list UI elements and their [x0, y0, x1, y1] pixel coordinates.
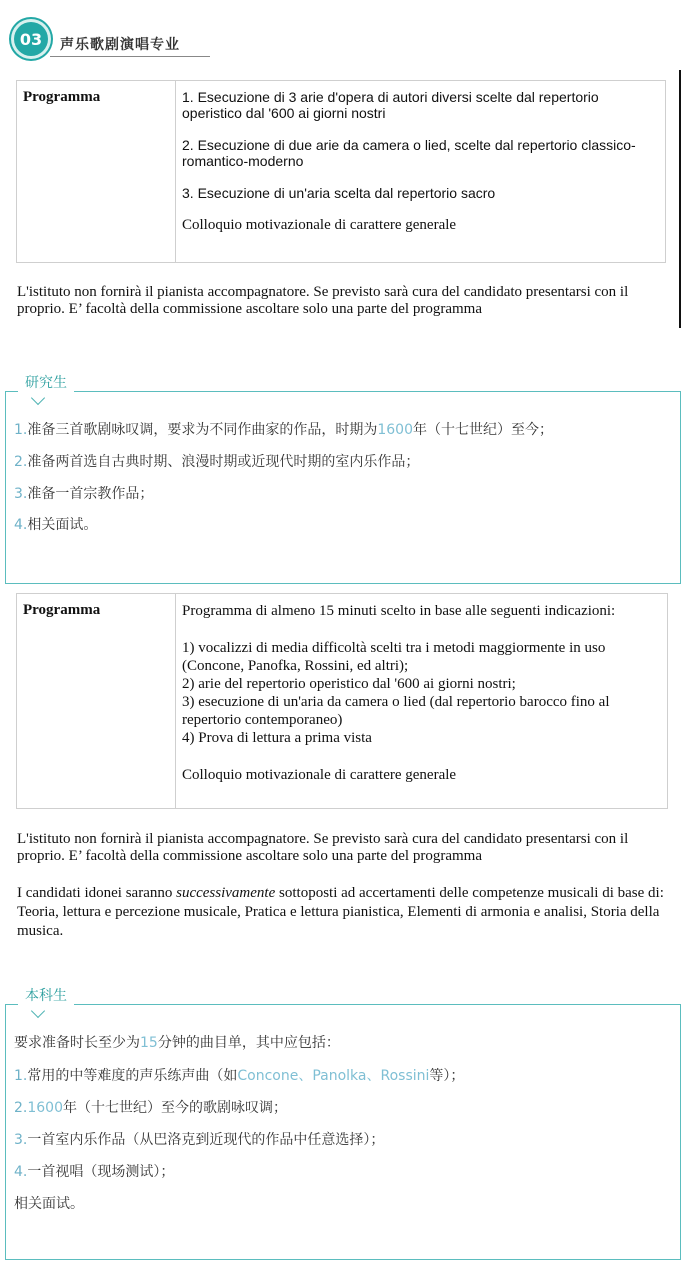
section-number-badge: 03	[14, 22, 48, 56]
master-item: 3.准备一首宗教作品；	[14, 486, 154, 502]
section-title: 声乐歌剧演唱专业	[60, 37, 180, 53]
bachelor-closing: 相关面试。	[14, 1196, 84, 1212]
program-item: 2. Esecuzione di due arie da camera o lied, scelte dal repertorio classico-romantico-moderno	[182, 137, 636, 169]
bachelor-intro: 要求准备时长至少为15分钟的曲目单，其中应包括：	[14, 1035, 340, 1051]
program-content	[176, 594, 668, 809]
program-label: Programma	[17, 594, 176, 809]
note-paragraph-1: L'istituto non fornirà il pianista accompagnatore. Se previsto sarà cura del candidato presentarsi con il proprio. E’ facoltà della commissione ascoltare solo una parte del programma	[17, 284, 629, 317]
bachelor-item: 4.一首视唱（现场测试）；	[14, 1164, 175, 1180]
program-item: 1) vocalizzi di media difficoltà scelti tra i metodi maggiormente in uso (Concone, Panofka, Rossini, ed altri);	[182, 640, 606, 674]
master-section-label: 研究生	[18, 372, 74, 392]
program-item: 4) Prova di lettura a prima vista	[182, 730, 372, 746]
program-item: 2) arie del repertorio operistico dal '600 ai giorni nostri;	[182, 676, 516, 692]
program-table-1	[16, 80, 666, 263]
master-item: 1.准备三首歌剧咏叹调，要求为不同作曲家的作品，时期为1600年（十七世纪）至今；	[14, 422, 553, 438]
program-item: 3. Esecuzione di un'aria scelta dal repertorio sacro	[182, 185, 496, 201]
program-intro: Programma di almeno 15 minuti scelto in base alle seguenti indicazioni:	[182, 603, 616, 619]
note-paragraph-2: L'istituto non fornirà il pianista accompagnatore. Se previsto sarà cura del candidato presentarsi con il proprio. E’ facoltà della commissione ascoltare solo una parte del programma	[17, 831, 629, 864]
bachelor-item: 1.常用的中等难度的声乐练声曲（如Concone、Panolka、Rossini等）；	[14, 1068, 465, 1084]
master-item: 4.相关面试。	[14, 517, 98, 533]
program-closing: Colloquio motivazionale di carattere generale	[182, 767, 457, 783]
program-item: 3) esecuzione di un'aria da camera o lied (dal repertorio barocco fino al repertorio contemporaneo)	[182, 694, 610, 728]
program-table-2	[16, 593, 668, 809]
right-edge-bar	[679, 70, 681, 328]
title-underline	[50, 56, 210, 57]
master-item: 2.准备两首选自古典时期、浪漫时期或近现代时期的室内乐作品；	[14, 454, 420, 470]
bachelor-section-label: 本科生	[18, 985, 74, 1005]
program-content	[176, 81, 666, 263]
note-paragraph-3: I candidati idonei saranno successivamente sottoposti ad accertamenti delle competenze musicali di base di: Teoria, lettura e percezione musicale, Pratica e lettura pianistica, Elementi di armonia e analisi, Storia della musica.	[17, 885, 664, 939]
program-closing: Colloquio motivazionale di carattere generale	[182, 217, 457, 233]
program-label: Programma	[17, 81, 176, 263]
bachelor-item: 3.一首室内乐作品（从巴洛克到近现代的作品中任意选择）；	[14, 1132, 385, 1148]
bachelor-item: 2.1600年（十七世纪）至今的歌剧咏叹调；	[14, 1100, 287, 1116]
program-item: 1. Esecuzione di 3 arie d'opera di autori diversi scelte dal repertorio operistico dal '600 ai giorni nostri	[182, 89, 599, 121]
